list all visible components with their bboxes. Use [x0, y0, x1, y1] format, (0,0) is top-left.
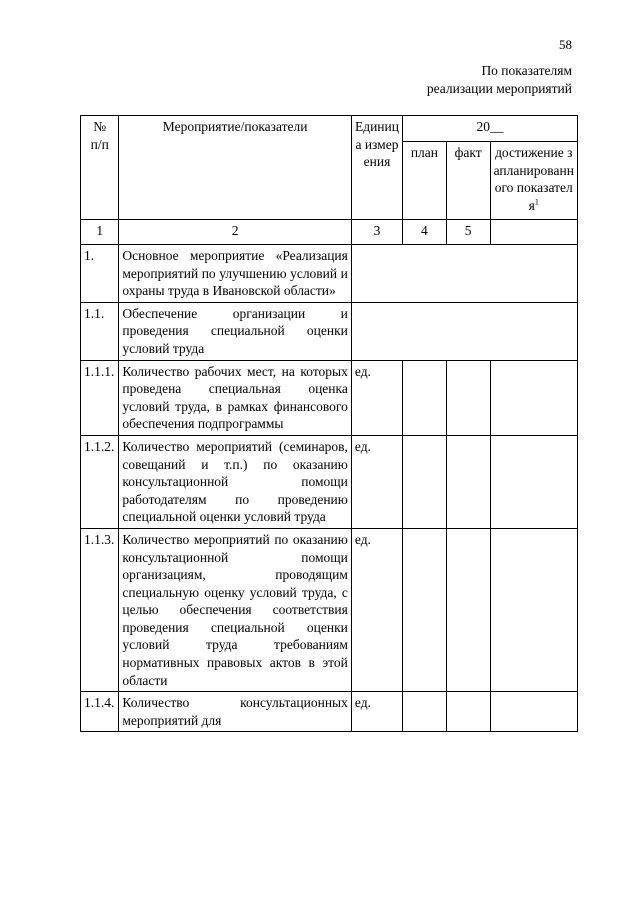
header-plan: [403, 142, 447, 220]
table-row: [81, 302, 578, 360]
row-unit: ед.: [351, 435, 402, 528]
row-achievement: [490, 360, 578, 435]
header-achievement-text: достижение запланированного показателя: [493, 145, 574, 213]
table-row: [81, 435, 578, 528]
row-achievement: [490, 692, 578, 732]
row-achievement: [490, 528, 578, 691]
row-fact: [446, 528, 490, 691]
row-number: 1.1.1.: [81, 360, 119, 435]
table-row: [81, 692, 578, 732]
merged-cell: [351, 245, 577, 303]
row-plan: [403, 435, 447, 528]
indicators-table: [80, 115, 578, 732]
column-index-row: [81, 220, 578, 245]
column-index: 3: [351, 220, 402, 245]
row-number: 1.: [81, 245, 119, 303]
row-name: Количество мероприятий по оказанию консультационной помощи организациям, проводящим специальную оценку условий труда, с целью обеспечения соответствия проведения специальной оценки условий труда требованиям нормативных правовых актов в этой области: [119, 528, 351, 691]
row-number: 1.1.4.: [81, 692, 119, 732]
row-number: 1.1.2.: [81, 435, 119, 528]
row-unit: ед.: [351, 692, 402, 732]
header-fact-text: факт: [454, 145, 482, 160]
column-index: 1: [81, 220, 119, 245]
footnote-marker: 1: [534, 197, 539, 207]
header-num: [81, 116, 119, 220]
caption-line-1: По показателям: [481, 63, 572, 78]
table-row: [81, 245, 578, 303]
column-index: [490, 220, 578, 245]
header-year: [403, 116, 578, 142]
row-name: Количество мероприятий (семинаров, совещаний и т.п.) по оказанию консультационной помощи работодателям по проведению специальной оценки условий труда: [119, 435, 351, 528]
caption-line-2: реализации мероприятий: [426, 81, 572, 96]
row-plan: [403, 528, 447, 691]
row-name: Основное мероприятие «Реализация мероприятий по улучшению условий и охраны труда в Ивановской области»: [119, 245, 351, 303]
table-row: [81, 528, 578, 691]
row-name: Обеспечение организации и проведения специальной оценки условий труда: [119, 302, 351, 360]
merged-cell: [351, 302, 577, 360]
header-unit: [351, 116, 402, 220]
header-achievement: [490, 142, 578, 220]
row-achievement: [490, 435, 578, 528]
table-caption: [427, 62, 572, 98]
page-number: 58: [559, 37, 572, 52]
row-number: 1.1.: [81, 302, 119, 360]
header-name: [119, 116, 351, 220]
column-index: 4: [403, 220, 447, 245]
row-fact: [446, 692, 490, 732]
header-year-text: 20__: [476, 119, 504, 134]
row-number: 1.1.3.: [81, 528, 119, 691]
header-unit-text: Единица измерения: [354, 119, 399, 170]
row-unit: ед.: [351, 528, 402, 691]
row-fact: [446, 435, 490, 528]
row-name: Количество консультационных мероприятий для: [119, 692, 351, 732]
column-index: 5: [446, 220, 490, 245]
row-plan: [403, 360, 447, 435]
row-name: Количество рабочих мест, на которых проведена специальная оценка условий труда, в рамках финансового обеспечения подпрограммы: [119, 360, 351, 435]
header-num-text: № п/п: [90, 119, 109, 152]
row-plan: [403, 692, 447, 732]
header-name-text: Мероприятие/показатели: [162, 119, 308, 134]
header-fact: [446, 142, 490, 220]
column-index: 2: [119, 220, 351, 245]
table-row: [81, 360, 578, 435]
header-plan-text: план: [410, 145, 439, 160]
row-unit: ед.: [351, 360, 402, 435]
row-fact: [446, 360, 490, 435]
